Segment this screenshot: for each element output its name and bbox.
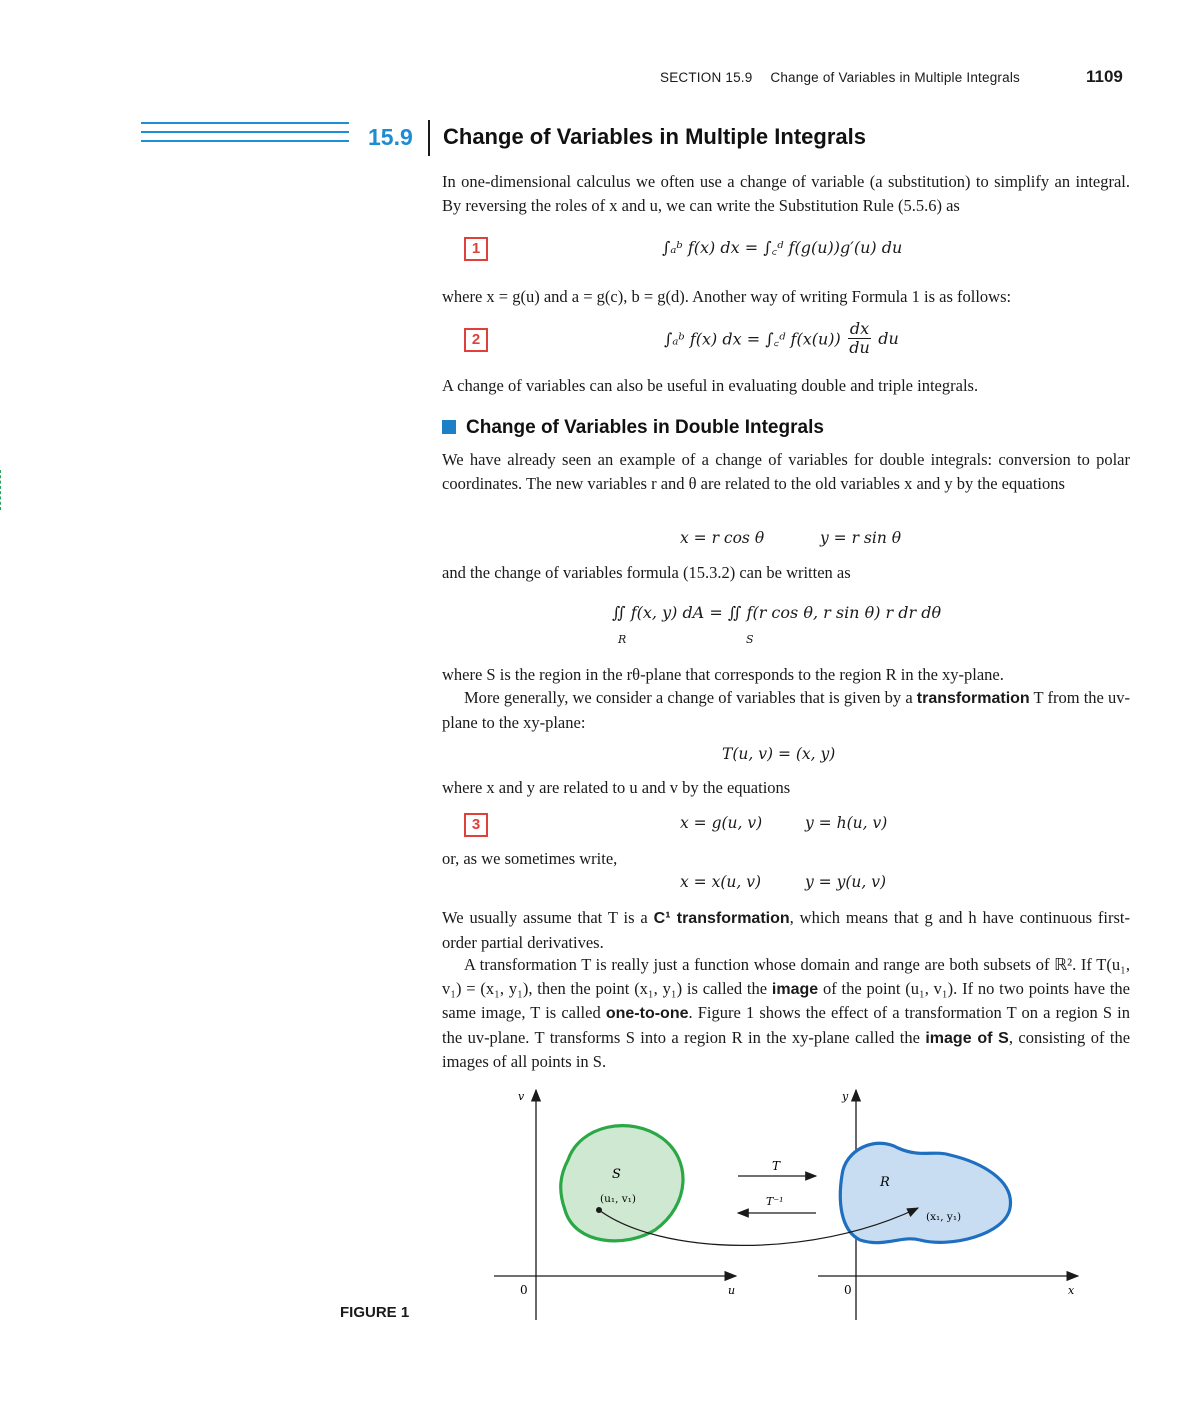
equation-polar-x: x = r cos θ — [680, 529, 765, 547]
right-axis-y-label: y — [842, 1090, 849, 1103]
equation-1: ∫ₐᵇ f(x) dx = ∫꜀ᵈ f(g(u))g′(u) du — [662, 238, 903, 257]
paragraph-or-write: or, as we sometimes write, — [442, 849, 618, 868]
equation-alt-x: x = x(u, v) — [680, 873, 762, 891]
equation-double-region-R: R — [618, 633, 627, 646]
subsection-title: Change of Variables in Double Integrals — [466, 417, 824, 438]
running-head-section: SECTION 15.9 — [660, 70, 753, 85]
equation-number-2: 2 — [464, 328, 488, 352]
term-image-of-S: image of S — [925, 1029, 1009, 1047]
equation-2-left: ∫ₐᵇ f(x) dx = ∫꜀ᵈ f(x(u)) — [664, 329, 841, 349]
left-axis-u-label: u — [728, 1284, 736, 1297]
paragraph-region-S: where S is the region in the rθ-plane that corresponds to the region R in the xy-plane. — [442, 665, 1004, 684]
image-text-d: , consisting of the images of all points in S. — [442, 1027, 1131, 1071]
right-origin-label: 0 — [844, 1283, 852, 1297]
equation-number-3: 3 — [464, 813, 488, 837]
equation-2-numerator: dx — [849, 319, 870, 338]
image-text-a: A transformation T is really just a function whose domain and range are both subsets of ℝ². If T(u₁, v₁) = (x₁, y₁), then the point (x₁, y₁) is called the — [442, 955, 1130, 998]
subsection-square-icon — [442, 420, 456, 434]
equation-number-1: 1 — [464, 237, 488, 261]
equation-alt-y: y = y(u, v) — [805, 873, 887, 891]
image-text-c: . Figure 1 shows the effect of a transformation T on a region S in the uv-plane. T transforms S into a region R in the xy-plane called the — [442, 1003, 1130, 1047]
title-divider — [428, 120, 430, 156]
term-image: image — [771, 980, 819, 998]
equation-double-region-S: S — [746, 633, 754, 646]
arrow-T-inverse-label: T⁻¹ — [766, 1195, 784, 1208]
region-R-label: R — [880, 1175, 890, 1190]
running-head — [660, 70, 1020, 85]
equation-2-fraction — [848, 320, 871, 357]
equation-double-integral: ∬ f(x, y) dA = ∬ f(r cos θ, r sin θ) r dr dθ — [612, 603, 942, 622]
transformation-text-b: T from the uv-plane to the xy-plane: — [442, 688, 1130, 732]
paragraph-intro: In one-dimensional calculus we often use a change of variable (a substitution) to simplify an integral. By reversing the roles of x and u, we can write the Substitution Rule (5.5.6) as — [442, 172, 1130, 215]
image-text-b: of the point (u₁, v₁). If no two points have the same image, T is called — [442, 978, 1130, 1022]
page-number: 1109 — [1086, 67, 1123, 86]
transformation-text-a: More generally, we consider a change of variables that is given by a — [464, 688, 917, 707]
running-head-title: Change of Variables in Multiple Integrals — [770, 70, 1020, 85]
point-R-label: (x₁, y₁) — [926, 1211, 962, 1223]
region-S-label: S — [612, 1167, 621, 1182]
term-one-to-one: one-to-one — [605, 1005, 689, 1022]
paragraph-related: where x and y are related to u and v by the equations — [442, 778, 791, 797]
term-C1-transformation: C¹ transformation — [653, 910, 790, 927]
arrow-T-label: T — [772, 1159, 781, 1173]
paragraph-where-g: where x = g(u) and a = g(c), b = g(d). Another way of writing Formula 1 is as follows: — [442, 287, 1012, 306]
section-title: Change of Variables in Multiple Integrals — [443, 124, 866, 149]
point-S-label: (u₁, v₁) — [600, 1193, 636, 1205]
paragraph-image — [442, 953, 1130, 1074]
equation-2 — [664, 320, 899, 357]
paragraph-C1 — [442, 906, 1130, 954]
right-axis-x-label: x — [1068, 1284, 1075, 1297]
equation-T: T(u, v) = (x, y) — [722, 745, 836, 763]
equation-3-x: x = g(u, v) — [680, 814, 763, 832]
decorative-rules — [141, 122, 349, 149]
figure-label: FIGURE 1 — [340, 1304, 410, 1321]
margin-mark — [0, 470, 3, 510]
equation-2-denominator: du — [849, 338, 870, 357]
paragraph-double-triple: A change of variables can also be useful in evaluating double and triple integrals. — [442, 376, 979, 395]
equation-3-y: y = h(u, v) — [805, 814, 888, 832]
paragraph-transformation — [442, 686, 1130, 734]
C1-text-b: , which means that g and h have continuous first-order partial derivatives. — [442, 908, 1130, 952]
left-axis-v-label: v — [518, 1090, 525, 1103]
term-transformation: transformation — [916, 690, 1030, 707]
section-number: 15.9 — [368, 124, 413, 150]
paragraph-polar: We have already seen an example of a change of variables for double integrals: conversion to polar coordinates. The new variables r and θ are related to the old variables x and y by the equations — [442, 450, 1130, 493]
equation-2-right: du — [878, 329, 899, 348]
paragraph-formula-ref: and the change of variables formula (15.3.2) can be written as — [442, 563, 851, 582]
subsection-heading — [442, 417, 824, 439]
left-origin-label: 0 — [520, 1283, 528, 1297]
equation-polar-y: y = r sin θ — [820, 529, 902, 547]
figure-1 — [480, 1080, 1100, 1320]
C1-text-a: We usually assume that T is a — [442, 908, 654, 927]
